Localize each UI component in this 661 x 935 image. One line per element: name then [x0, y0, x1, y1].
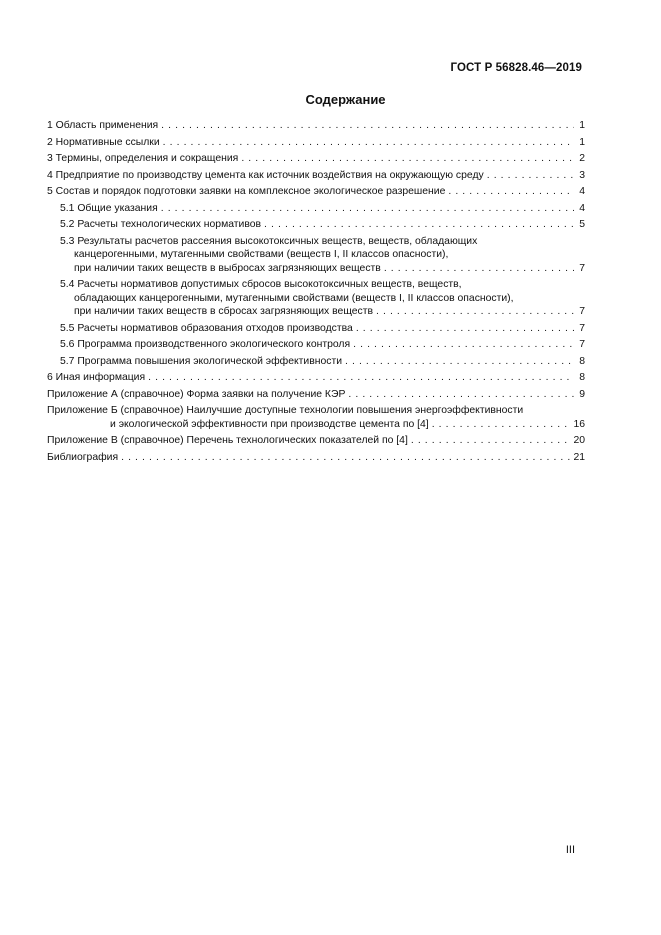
toc-entry-title: при наличии таких веществ в сбросах загрязняющих веществ: [74, 306, 374, 317]
toc-entry: [47, 451, 585, 465]
toc-entry-title: Приложение В (справочное) Перечень технологических показателей по [4]: [47, 435, 408, 446]
toc-entry: [47, 119, 585, 133]
toc-page-number: 7: [579, 306, 585, 317]
toc-entry: [47, 404, 585, 431]
toc-entry-title: 5.6 Программа производственного экологического контроля: [60, 339, 351, 350]
toc-entry: [47, 388, 585, 402]
toc-entry: [47, 152, 585, 166]
toc-entry: [47, 355, 585, 369]
toc-page-number: 4: [579, 202, 585, 214]
toc-page-number: 7: [579, 262, 585, 274]
toc-page-number: 2: [579, 153, 585, 164]
toc-entry: [47, 218, 585, 232]
toc-entry-title: 3 Термины, определения и сокращения: [47, 153, 239, 164]
toc-entry-title: 6 Иная информация: [47, 372, 146, 383]
toc-entry: [47, 278, 585, 319]
dot-leader: [161, 119, 574, 133]
toc-page-number: 8: [579, 372, 585, 383]
toc-entry-title: 4 Предприятие по производству цемента как источник воздействия на окружающую среду: [47, 169, 484, 181]
toc-page-number: 4: [579, 186, 585, 197]
toc-entry-title: 5.3 Результаты расчетов рассеяния высокотоксичных веществ, веществ, обладающих: [60, 235, 478, 247]
dot-leader: [163, 136, 574, 150]
toc-page-number: 5: [579, 219, 585, 230]
toc-entry-title: 5.7 Программа повышения экологической эффективности: [60, 355, 343, 367]
toc-entry: [47, 338, 585, 352]
toc-entry-title: 1 Область применения: [47, 120, 159, 131]
toc-entry: [47, 202, 585, 216]
dot-leader: [121, 451, 570, 465]
toc-page-number: 9: [579, 388, 585, 400]
toc-entry-title: 5.5 Расчеты нормативов образования отходов производства: [60, 322, 353, 334]
toc-page-number: 8: [579, 355, 585, 367]
dot-leader: [376, 305, 574, 319]
toc-entry-title: обладающих канцерогенными, мутагенными свойствами (веществ I, II классов опасности),: [74, 292, 514, 304]
toc-page-number: 16: [573, 418, 585, 430]
page-number: III: [565, 844, 575, 856]
toc-entry-title: 5.1 Общие указания: [60, 202, 158, 214]
dot-leader: [345, 355, 574, 369]
toc-entry: [47, 235, 585, 276]
toc-page-number: 20: [573, 435, 585, 446]
dot-leader: [384, 262, 574, 276]
toc-entry: [47, 322, 585, 336]
toc-entry: [47, 169, 585, 183]
toc-page-number: 3: [579, 169, 585, 181]
dot-leader: [448, 185, 574, 199]
dot-leader: [411, 434, 571, 448]
toc-entry: [47, 371, 585, 385]
toc-entry: [47, 136, 585, 150]
toc-entry-title: 2 Нормативные ссылки: [47, 136, 160, 148]
dot-leader: [356, 322, 574, 336]
toc-page-number: 1: [579, 136, 585, 148]
toc-entry-title: Приложение А (справочное) Форма заявки на получение КЭР: [47, 388, 346, 400]
toc-entry-title: 5 Состав и порядок подготовки заявки на комплексное экологическое разрешение: [47, 186, 446, 197]
dot-leader: [264, 218, 574, 232]
page-title: Содержание: [305, 92, 386, 107]
dot-leader: [161, 202, 574, 216]
toc-entry-title: Библиография: [47, 451, 119, 463]
dot-leader: [148, 371, 574, 385]
toc-entry: [47, 434, 585, 448]
dot-leader: [353, 338, 574, 352]
toc-page-number: 21: [573, 451, 585, 463]
toc-entry-title: и экологической эффективности при производстве цемента по [4]: [110, 418, 429, 430]
toc-page-number: 7: [579, 339, 585, 350]
dot-leader: [241, 152, 574, 166]
toc-entry-title: 5.4 Расчеты нормативов допустимых сбросов высокотоксичных веществ, веществ,: [60, 279, 462, 290]
toc-entry-title: при наличии таких веществ в выбросах загрязняющих веществ: [74, 262, 381, 274]
toc-entry: [47, 185, 585, 199]
dot-leader: [432, 418, 571, 432]
dot-leader: [348, 388, 574, 402]
toc-entry-title: канцерогенными, мутагенными свойствами (веществ I, II классов опасности),: [74, 249, 449, 260]
table-of-contents: [47, 119, 585, 467]
dot-leader: [487, 169, 574, 183]
toc-entry-title: Приложение Б (справочное) Наилучшие доступные технологии повышения энергоэффективности: [47, 405, 524, 416]
toc-page-number: 1: [579, 120, 585, 131]
toc-entry-title: 5.2 Расчеты технологических нормативов: [60, 219, 262, 230]
toc-page-number: 7: [579, 322, 585, 334]
document-id: ГОСТ Р 56828.46—2019: [450, 62, 582, 74]
